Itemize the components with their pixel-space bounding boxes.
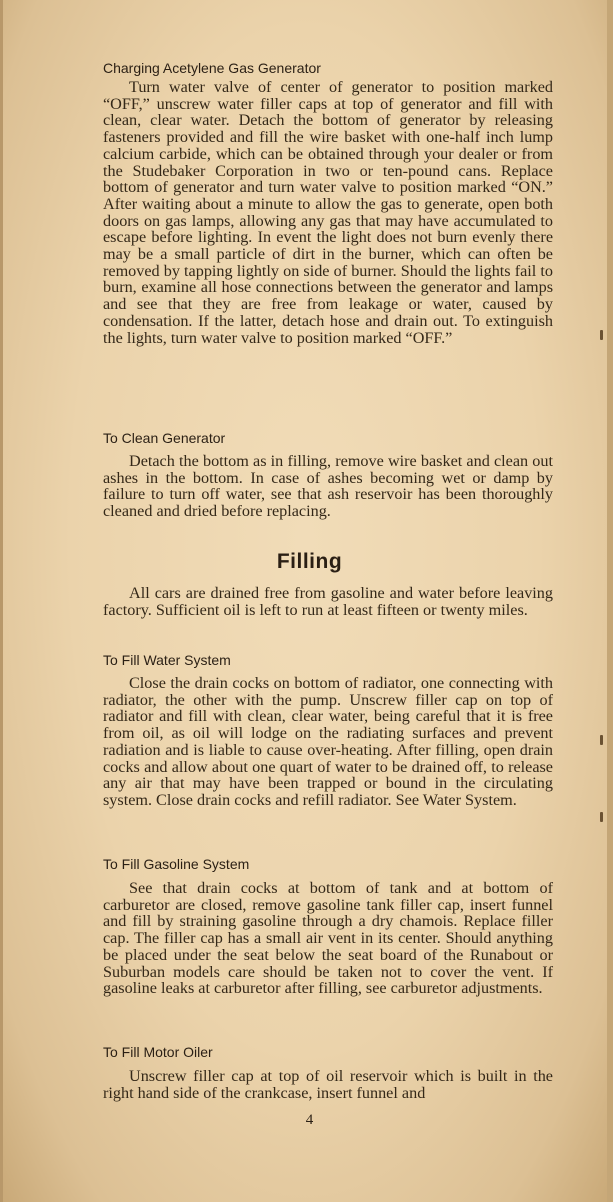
heading-charging-acetylene-gas-generator: Charging Acetylene Gas Generator	[103, 60, 321, 76]
paragraph-charging-generator: Turn water valve of center of generator to position marked “OFF,” unscrew water filler caps at top of generator and fill with clean, clear water. Detach the bottom of generator by releasing fasteners provided and fill the wire basket with one-half inch lump calcium carbide, which can be obtained through your dealer or from the Studebaker Corporation in two or ten-pound cans. Replace bottom of generator and turn water valve to position marked “ON.” After waiting about a minute to allow the gas to generate, open both doors on gas lamps, allowing any gas that may have accumulated to escape before lighting. In event the light does not burn evenly there may be a small particle of dirt in the burner, which can often be removed by tapping lightly on side of burner. Should the lights fail to burn, examine all hose connections between the generator and lamps and see that they are free from leakage or water, caused by condensation. If the latter, detach hose and drain out. To extinguish the lights, turn water valve to position marked “OFF.”	[103, 78, 553, 347]
paragraph-fill-gasoline-system: See that drain cocks at bottom of tank and at bottom of carburetor are closed, remove gasoline tank filler cap, insert funnel and fill by straining gasoline through a dry chamois. Replace filler cap. The filler cap has a small air vent in its center. Should anything be placed under the seat below the seat board of the Runabout or Suburban models care should be taken not to cover the vent. If gasoline leaks at carburetor after filling, see carburetor adjustments.	[103, 879, 553, 998]
heading-to-fill-water-system: To Fill Water System	[103, 652, 231, 668]
paragraph-clean-generator: Detach the bottom as in filling, remove wire basket and clean out ashes in the bottom. In case of ashes becoming wet or damp by failure to turn off water, see that ash reservoir has been thoroughly cleaned and dried before replacing.	[103, 452, 553, 521]
heading-to-fill-gasoline-system: To Fill Gasoline System	[103, 856, 250, 872]
section-title-filling: Filling	[276, 550, 343, 573]
page-number: 4	[305, 1112, 314, 1128]
binding-staple-mark	[600, 330, 603, 340]
paragraph-fill-water-system: Close the drain cocks on bottom of radiator, one connecting with radiator, the other with the pump. Unscrew filler cap on top of radiator and fill with clean, clear water, being careful that it is free from oil, as oil will lodge on the radiating surfaces and prevent radiation and is liable to cause over-heating. After filling, open drain cocks and allow about one quart of water to be drained off, to release any air that may have been trapped or bound in the circulating system. Close drain cocks and refill radiator. See Water System.	[103, 674, 553, 809]
binding-staple-mark	[600, 735, 603, 745]
paragraph-filling-intro: All cars are drained free from gasoline and water before leaving factory. Sufficient oil is left to run at least fifteen or twenty miles.	[103, 584, 553, 619]
heading-to-clean-generator: To Clean Generator	[103, 430, 226, 446]
paragraph-fill-motor-oiler: Unscrew filler cap at top of oil reservoir which is built in the right hand side of the crankcase, insert funnel and	[103, 1067, 553, 1102]
heading-to-fill-motor-oiler: To Fill Motor Oiler	[103, 1044, 213, 1060]
binding-staple-mark	[600, 812, 603, 822]
